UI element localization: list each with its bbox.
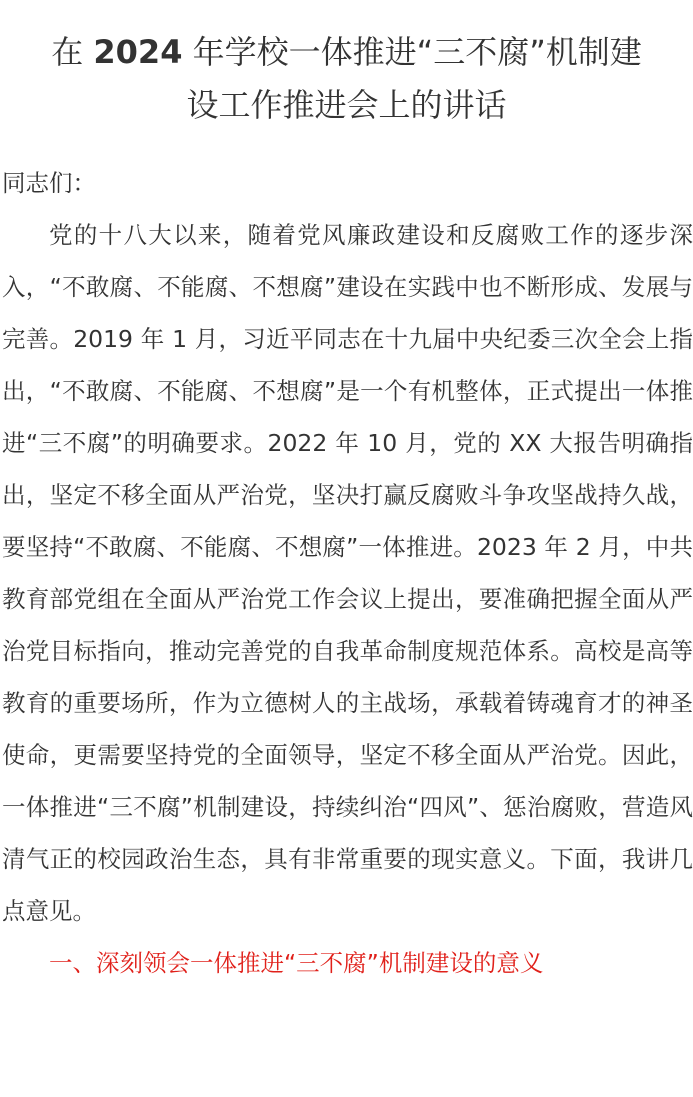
title-line2: 设工作推进会上的讲话	[186, 86, 507, 124]
document-title	[0, 26, 693, 132]
title-prefix: 在	[51, 33, 94, 71]
title-line1-suffix: 年学校一体推进“三不腐”机制建	[182, 33, 642, 71]
title-year: 2024	[93, 33, 183, 71]
salutation: 同志们：	[2, 169, 96, 197]
section-heading: 一、深刻领会一体推进“三不腐”机制建设的意义	[49, 949, 544, 977]
body-paragraph: 党的十八大以来，随着党风廉政建设和反腐败工作的逐步深入，“不敢腐、不能腐、不想腐”建设在实践中也不断形成、发展与完善。2019 年 1 月，习近平同志在十九届中央纪委三次全会上指出，“不敢腐、不能腐、不想腐”是一个有机整体，正式提出一体推进“三不腐”的明确要求。2022 年 10 月，党的 XX 大报告明确指出，坚定不移全面从严治党，坚决打赢反腐败斗争攻坚战持久战，要坚持“不敢腐、不能腐、不想腐”一体推进。2023 年 2 月，中共教育部党组在全面从严治党工作会议上提出，要准确把握全面从严治党目标指向，推动完善党的自我革命制度规范体系。高校是高等教育的重要场所，作为立德树人的主战场，承载着铸魂育才的神圣使命，更需要坚持党的全面领导，坚定不移全面从严治党。因此，一体推进“三不腐”机制建设，持续纠治“四风”、惩治腐败，营造风清气正的校园政治生态，具有非常重要的现实意义。下面，我讲几点意见。	[2, 221, 693, 925]
document-body	[2, 157, 693, 989]
